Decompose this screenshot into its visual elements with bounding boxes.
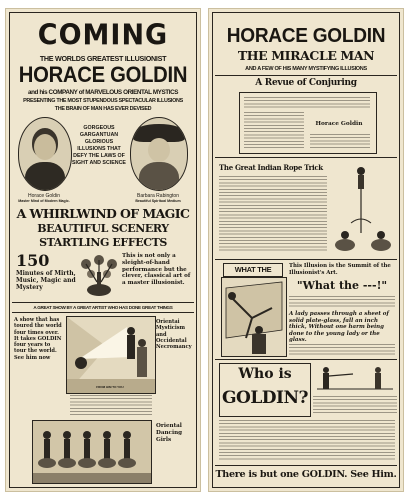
rope-trick-heading: The Great Indian Rope Trick	[219, 163, 323, 172]
brain-line: THE BRAIN OF MAN HAS EVER DEVISED	[54, 106, 152, 112]
dancing-girls-label: Oriental Dancing Girls	[156, 423, 183, 443]
few-illusions-line: AND A FEW OF HIS MANY MYSTIFYING ILLUSIONS	[245, 66, 367, 72]
revue-program-box	[239, 92, 377, 154]
mystic-hands-illustration	[78, 254, 120, 298]
whirlwind-heading: A WHIRLWIND OF MAGIC	[16, 206, 190, 221]
portrait1-subcaption: Master Mind of Modern Magic.	[18, 199, 70, 203]
what-the-label: WHAT THE	[234, 265, 272, 274]
divider-r5	[215, 465, 397, 466]
from-him-caption: FROM HIM TO YOU	[96, 385, 124, 389]
minutes-text: Minutes of Mirth, Music, Magic and Mystery	[16, 270, 76, 291]
rabington-portrait	[130, 117, 188, 191]
what-the-label-box	[223, 263, 283, 277]
presenting-line: PRESENTING THE MOST STUPENDOUS SPECTACULAR ILLUSIONS	[23, 98, 183, 104]
who-is-box	[219, 363, 311, 417]
only-one-goldin: There is but one GOLDIN. See Him.	[215, 469, 397, 480]
gorgeous-blurb: GORGEOUS GARGANTUAN GLORIOUS ILLUSIONS THAT DEFY THE LAWS OF SIGHT AND SCIENCE	[72, 125, 126, 166]
goldin-bio-copy	[219, 419, 395, 461]
goldin-question: GOLDIN?	[222, 388, 308, 408]
performance-text: This is not only a sleight-of-hand performance but the clever, classical art of a master illusionist.	[122, 253, 191, 287]
coming-heading: COMING	[37, 19, 169, 52]
revue-small-name: Horace Goldin	[315, 121, 363, 127]
horace-goldin-heading: HORACE GOLDIN	[18, 62, 188, 87]
revue-heading: A Revue of Conjuring	[255, 78, 357, 88]
horace-goldin-heading-right: HORACE GOLDIN	[226, 24, 386, 47]
toured-text: A show that has toured the world four times over. It takes GOLDIN four years to tour the world. See him now	[14, 317, 62, 361]
great-show-line: A GREAT SHOW BY A GREAT ARTIST WHO HAS DONE GREAT THINGS	[33, 305, 173, 310]
rope-trick-copy	[219, 175, 327, 253]
minutes-number: 150	[16, 251, 50, 270]
portrait1-caption: Horace Goldin	[28, 193, 60, 199]
divider-r2	[215, 157, 397, 158]
glass-illusion-illustration	[221, 277, 287, 357]
stage-magic-illustration	[66, 316, 156, 394]
lady-glass-text: A lady passes through a sheet of solid plate-glass, fall an inch thick, Without one harm being done to the young lady or the glass.	[289, 311, 389, 344]
divider-1	[12, 302, 194, 303]
summit-text: This Illusion is the Summit of the Illusionist's Art.	[289, 263, 391, 276]
dancing-girls-illustration	[32, 420, 152, 484]
orient-text: Orientai Mysticism and Occidental Necromancy	[156, 319, 192, 351]
scenery-heading: BEAUTIFUL SCENERY	[37, 222, 169, 235]
body-copy-block	[70, 394, 152, 416]
what-the-quote: "What the ---!"	[296, 279, 388, 292]
miracle-man-heading: THE MIRACLE MAN	[237, 48, 375, 63]
company-line: and his COMPANY of MARVELOUS ORIENTAL MYSTICS	[27, 89, 179, 96]
portrait2-subcaption: Beautiful Spiritual Medium	[135, 199, 181, 203]
left-poster	[5, 8, 201, 492]
left-poster-border	[9, 12, 197, 488]
divider-r1	[215, 75, 397, 76]
goldin-portrait	[18, 117, 72, 191]
divider-2	[12, 312, 194, 313]
rope-trick-illustration	[331, 163, 397, 255]
right-poster	[208, 8, 404, 492]
shooting-scene-illustration	[313, 363, 397, 393]
who-is-heading: Who is	[238, 366, 292, 382]
worlds-greatest-line: THE WORLDS GREATEST ILLUSIONIST	[39, 54, 167, 63]
divider-r3	[215, 259, 397, 260]
startling-heading: STARTLING EFFECTS	[39, 236, 167, 249]
right-poster-border	[212, 12, 400, 488]
portrait2-caption: Barbara Rabington	[137, 193, 179, 199]
divider-r4	[215, 359, 397, 360]
